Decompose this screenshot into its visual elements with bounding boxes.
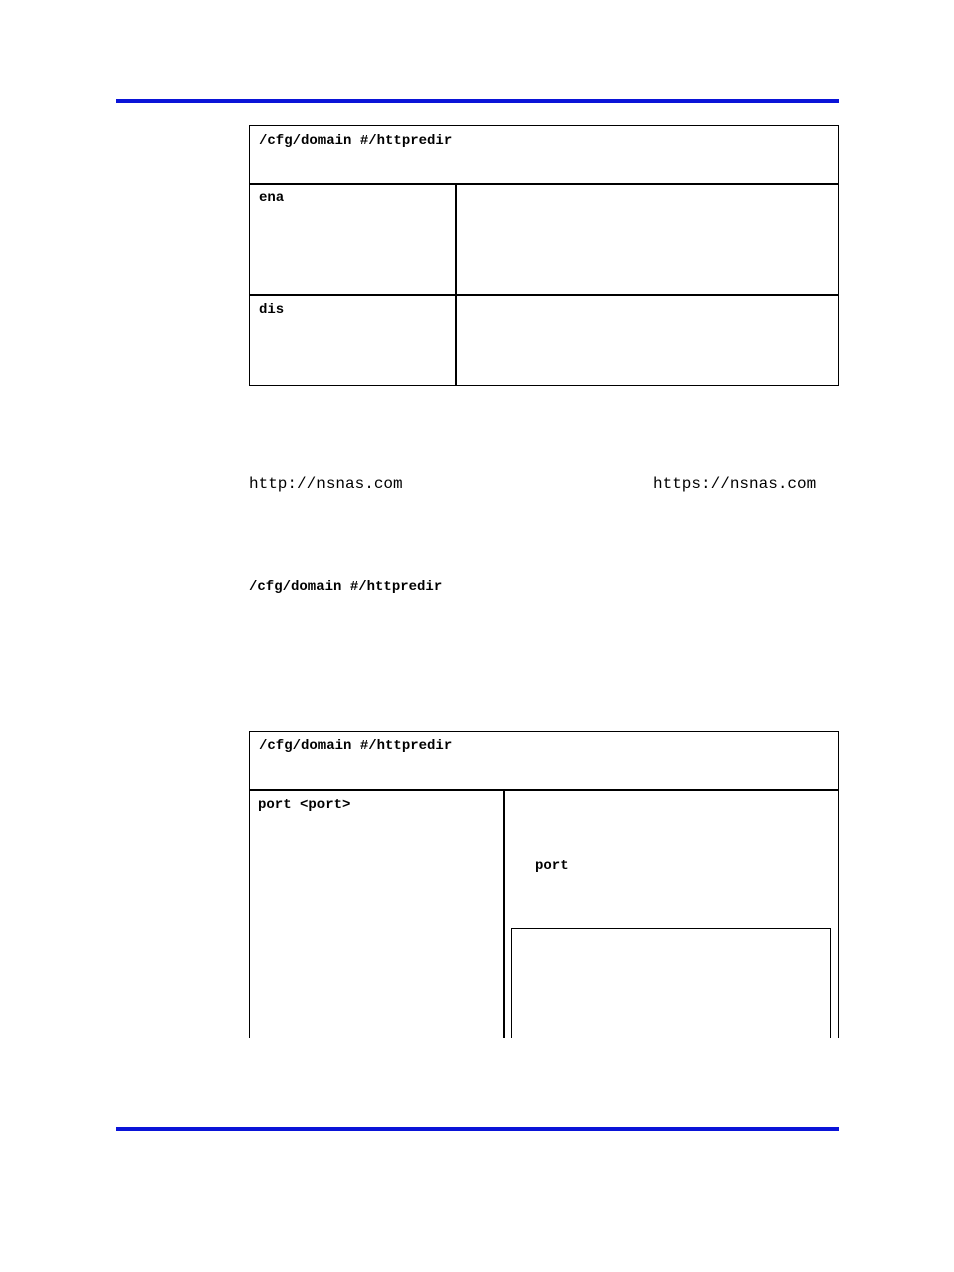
table2-nested-box — [511, 928, 831, 1038]
footer-rule — [116, 1127, 839, 1131]
table2-param-port: port — [535, 858, 569, 874]
command-table-1 — [249, 125, 839, 386]
table1-command-dis: dis — [259, 302, 285, 318]
table1-row-divider — [249, 294, 839, 296]
table2-header: /cfg/domain #/httpredir — [259, 738, 453, 754]
https-url: https://nsnas.com — [653, 475, 817, 493]
table1-header: /cfg/domain #/httpredir — [259, 133, 453, 149]
table2-header-divider — [249, 789, 839, 791]
header-rule — [116, 99, 839, 103]
http-url: http://nsnas.com — [249, 475, 403, 493]
command-path: /cfg/domain #/httpredir — [249, 579, 443, 595]
table2-column-divider — [503, 789, 505, 1038]
table1-column-divider — [455, 183, 457, 386]
table1-header-divider — [249, 183, 839, 185]
table2-command-port: port <port> — [258, 797, 351, 813]
table1-command-ena: ena — [259, 190, 285, 206]
